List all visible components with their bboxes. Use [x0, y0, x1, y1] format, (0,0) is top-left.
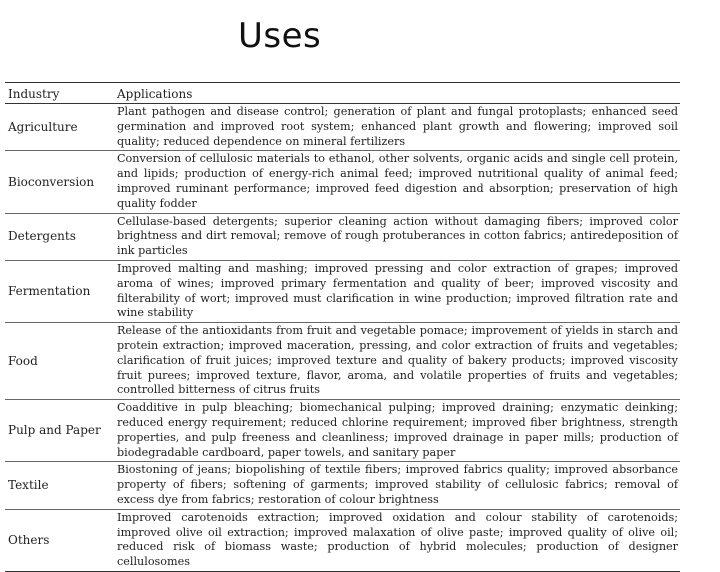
- applications-cell: Coadditive in pulp bleaching; biomechanical pulping; improved draining; enzymatic deinking; reduced energy requirement; reduced chlorine requirement; improved fiber brightness, strength properties, and pulp freeness and cleanliness; improved drainage in paper mills; production of biodegradable cardboard, paper towels, and sanitary paper: [114, 400, 680, 462]
- applications-cell: Cellulase-based detergents; superior cleaning action without damaging fibers; improved color brightness and dirt removal; remove of rough protuberances in cotton fabrics; antiredeposition of ink particles: [114, 213, 680, 260]
- table-row: [5, 400, 680, 462]
- table-row: [5, 213, 680, 260]
- table-row: [5, 151, 680, 213]
- uses-table: [5, 82, 680, 572]
- industry-cell: Detergents: [5, 213, 114, 260]
- industry-cell: Textile: [5, 462, 114, 509]
- applications-cell: Improved carotenoids extraction; improved oxidation and colour stability of carotenoids; improved olive oil extraction; improved malaxation of olive paste; improved quality of olive oil; reduced risk of biomass waste; production of hybrid molecules; production of designer cellulosomes: [114, 509, 680, 571]
- applications-cell: Conversion of cellulosic materials to ethanol, other solvents, organic acids and single cell protein, and lipids; production of energy-rich animal feed; improved nutritional quality of animal feed; improved ruminant performance; improved feed digestion and absorption; preservation of high quality fodder: [114, 151, 680, 213]
- table-row: [5, 323, 680, 400]
- uses-table-container: [5, 82, 680, 572]
- table-row: [5, 260, 680, 322]
- industry-cell: Food: [5, 323, 114, 400]
- industry-cell: Bioconversion: [5, 151, 114, 213]
- applications-cell: Release of the antioxidants from fruit and vegetable pomace; improvement of yields in starch and protein extraction; improved maceration, pressing, and color extraction of fruits and vegetables; clarification of fruit juices; improved texture and quality of bakery products; improved viscosity fruit purees; improved texture, flavor, aroma, and volatile properties of fruits and vegetables; controlled bitterness of citrus fruits: [114, 323, 680, 400]
- industry-cell: Others: [5, 509, 114, 571]
- applications-cell: Biostoning of jeans; biopolishing of textile fibers; improved fabrics quality; improved absorbance property of fibers; softening of garments; improved stability of cellulosic fabrics; removal of excess dye from fabrics; restoration of colour brightness: [114, 462, 680, 509]
- table-row: [5, 104, 680, 151]
- industry-cell: Agriculture: [5, 104, 114, 151]
- industry-cell: Pulp and Paper: [5, 400, 114, 462]
- table-row: [5, 509, 680, 571]
- column-header-applications: Applications: [114, 83, 680, 104]
- table-header-row: [5, 83, 680, 104]
- slide-title: Uses: [238, 16, 322, 56]
- industry-cell: Fermentation: [5, 260, 114, 322]
- applications-cell: Plant pathogen and disease control; generation of plant and fungal protoplasts; enhanced seed germination and improved root system; enhanced plant growth and flowering; improved soil quality; reduced dependence on mineral fertilizers: [114, 104, 680, 151]
- table-row: [5, 462, 680, 509]
- column-header-industry: Industry: [5, 83, 114, 104]
- applications-cell: Improved malting and mashing; improved pressing and color extraction of grapes; improved aroma of wines; improved primary fermentation and quality of beer; improved viscosity and filterability of wort; improved must clarification in wine production; improved filtration rate and wine stability: [114, 260, 680, 322]
